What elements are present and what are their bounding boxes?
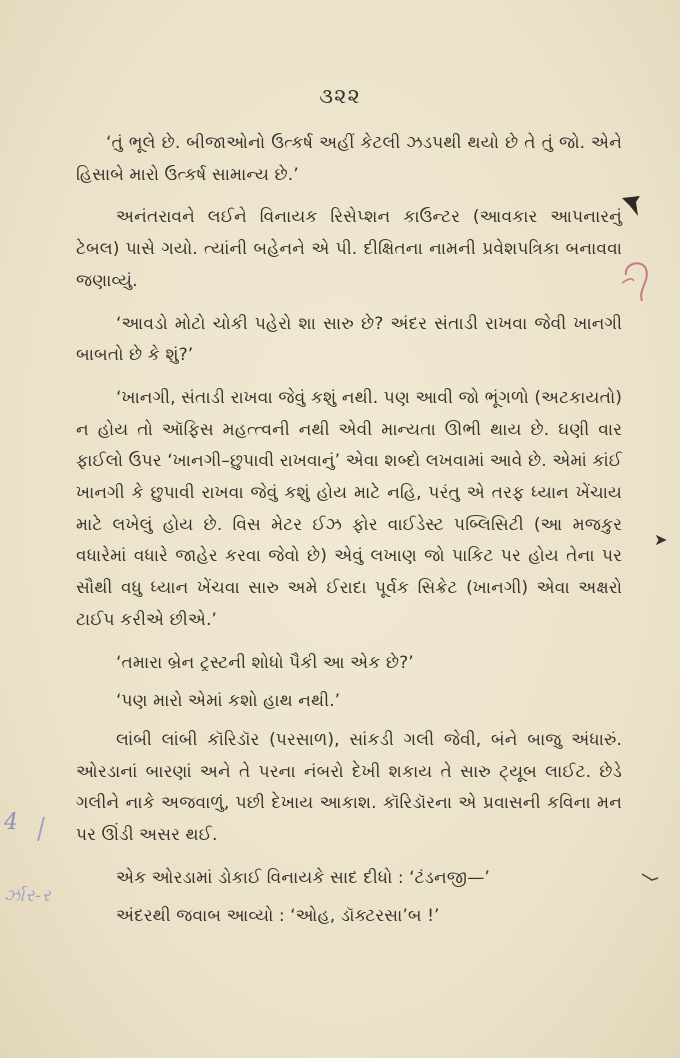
page-number: ૩૨૨ [319,84,361,108]
pencil-stroke-icon [30,815,50,843]
paragraph-3: ‘આવડો મોટો ચોકી પહેરો શા સારુ છે? અંદર સંતાડી રાખવા જેવી ખાનગી બાબતો છે કે શું?’ [76,313,622,366]
arrow-mark-icon: ➤ [654,530,668,549]
pin-mark-icon [618,192,644,220]
pencil-scribble-icon [620,255,656,305]
paragraph-2: અનંતરાવને લઈને વિનાયક રિસેપ્શન કાઉન્ટર (આવકાર આપનારનું ટેબલ) પાસે ગયો. ત્યાંની બહેનને એ પી. દીક્ષિતના નામની પ્રવેશપત્રિકા બનાવવા જણાવ્યું. [76,207,622,291]
paragraph-6: ‘પણ મારો એમાં કશો હાથ નથી.’ [116,691,341,712]
tick-mark-icon [640,870,660,884]
paragraph-5: ‘તમારા બ્રેન ટ્રસ્ટની શોધો પૈકી આ એક છે?’ [116,652,414,673]
margin-number: 4 [4,810,18,835]
paragraph-4: ‘ખાનગી, સંતાડી રાખવા જેવું કશું નથી. પણ આવી જો ભૂંગળો (અટકાયતો) ન હોય તો ઑફિસ મહત્ત્વની નથી એવી માન્યતા ઊભી થાય છે. ઘણી વાર ફાઈલો ઉપર ‘ખાનગી–છુપાવી રાખવાનું’ એવા શબ્દો લખવામાં આવે છે. એમાં કાંઈ ખાનગી કે છુપાવી રાખવા જેવું કશું હોય માટે નહિ, પરંતુ એ તરફ ધ્યાન ખેંચાય માટે લખેલું હોય છે. વિસ મેટર ઈઝ ફોર વાઈડેસ્ટ પબ્લિસિટી (આ મજકુર વધારેમાં વધારે જાહેર કરવા જેવો છે) એવું લખાણ જો પાકિટ પર હોય તેના પર સૌથી વધુ ધ્યાન ખેંચવા સારુ અમે ઈરાદા પૂર્વક સિક્રેટ (ખાનગી) એવા અક્ષરો ટાઈપ કરીએ છીએ.’ [76,387,622,630]
body-text [76,128,622,940]
paragraph-1: ‘તું ભૂલે છે. બીજાઓનો ઉત્કર્ષ અહીં કેટલી ઝડપથી થયો છે તે તું જો. એને હિસાબે મારો ઉત્કર્ષ સામાન્ય છે.’ [76,133,622,185]
paragraph-7: લાંબી લાંબી કૉરિડૉર (પરસાળ), સાંકડી ગલી જેવી, બંને બાજુ અંધારું. ઓરડાનાં બારણાં અને તે પરના નંબરો દેખી શકાય તે સારુ ટ્યૂબ લાઈટ. છેડે ગલીને નાકે અજવાળું, પછી દેખાય આકાશ. કૉરિડૉરના એ પ્રવાસની કવિના મન પર ઊંડી અસર થઈ. [76,729,622,846]
margin-note: ર્ઝાર-ર [4,886,52,906]
paragraph-8: એક ઓરડામાં ડોકાઈ વિનાયકે સાદ દીધો : ‘ટંડનજી—’ [116,867,490,888]
paragraph-9: અંદરથી જવાબ આવ્યો : ‘ઓહ, ડૉક્ટરસા’બ !’ [116,906,440,927]
